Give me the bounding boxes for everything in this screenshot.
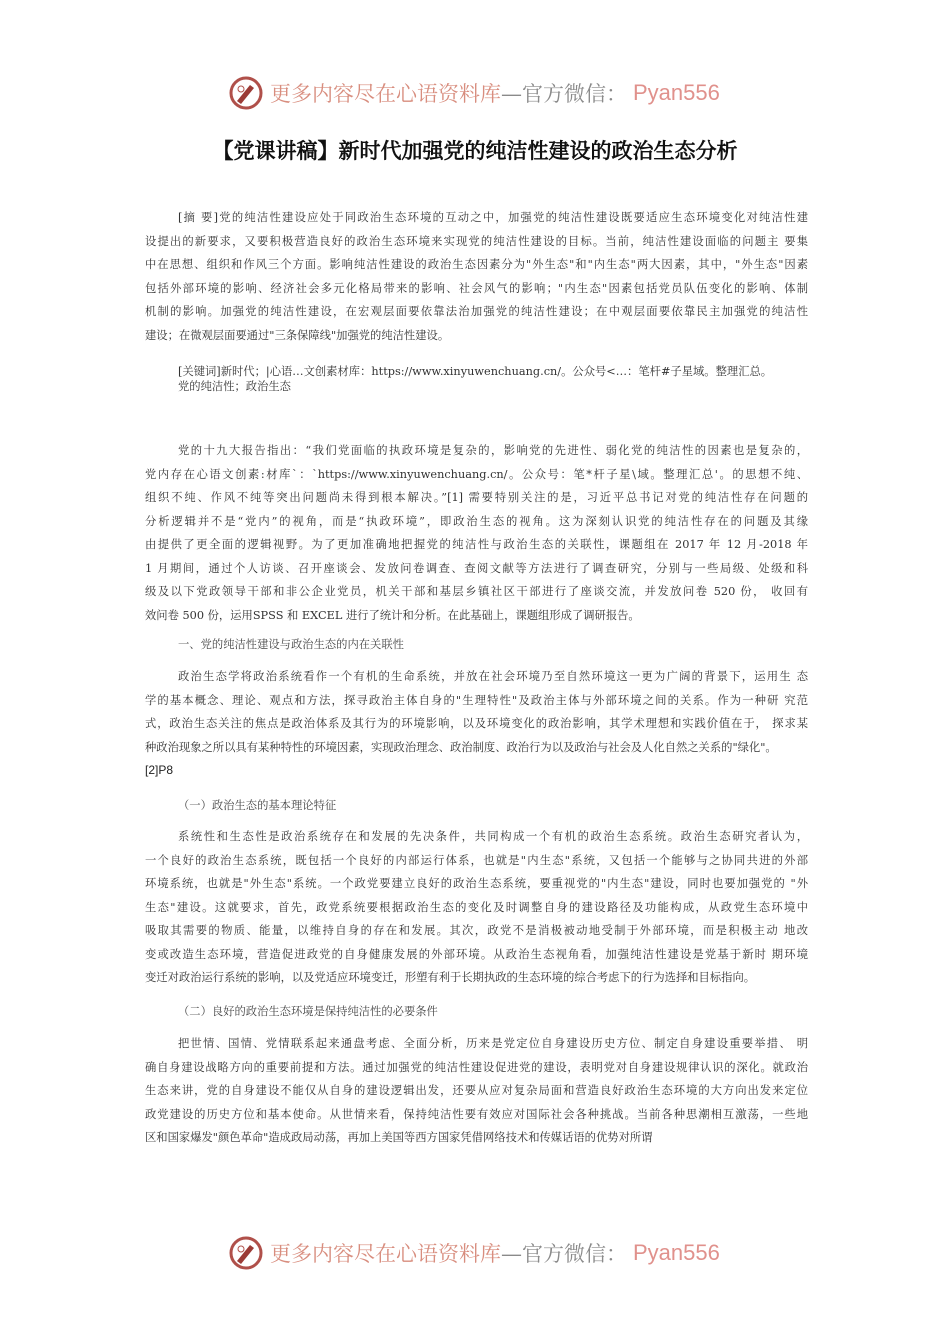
paragraph-line: 式，政治生态关注的焦点是政治体系及其行为的环境影响，以及环境变化的政治影响，其学术理想和实践价值在于， 探求某 xyxy=(145,717,808,730)
paragraph-line: 一个良好的政治生态系统，既包括一个良好的内部运行体系，也就是"内生态"系统，又包括一个能够与之协同共进的外部 xyxy=(145,853,808,867)
paragraph-line: 变或改造生态环境，营造促进政党的自身健康发展的外部环境。从政治生态视角看，加强纯洁性建设是党基于新时 期环境 xyxy=(145,947,808,961)
banner-wechat-label: —官方微信： xyxy=(501,1242,627,1266)
paragraph-line: 确自身建设战略方向的重要前提和方法。通过加强党的纯洁性建设促进党的建设，表明党对自身建设规律认识的深化。就政治 xyxy=(145,1060,808,1074)
paragraph-conditions xyxy=(145,1032,808,1150)
paragraph-line: 环境系统，也就是"外生态"系统。一个政党要建立良好的政治生态系统，要重视党的"内生态"建设，同时也要加强党的 "外 xyxy=(145,877,808,890)
paragraph-line: 生态"建设。这就要求，首先，政党系统要根据政治生态的变化及时调整自身的建设路径及功能构成，从政党生态环境中 xyxy=(145,900,808,914)
banner-wechat-id: Pyan556 xyxy=(633,1240,720,1265)
watermark-banner-bottom xyxy=(228,1233,728,1273)
paragraph-line: 党内存在心语文创素:材库`：`https://www.xinyuwenchuang.cn/。公众号：笔*杆子星\域。整理汇总'。的思想不纯、 xyxy=(145,467,808,481)
abstract-line: 建设；在微观层面要通过"三条保障线"加强党的纯洁性建设。 xyxy=(145,328,450,342)
abstract-line: 中在思想、组织和作风三个方面。影响纯洁性建设的政治生态因素分为"外生态"和"内生态"两大因素，其中，"外生态"因素 xyxy=(145,258,808,271)
banner-wechat-label: —官方微信： xyxy=(501,82,627,106)
subsection-heading-1: （一）政治生态的基本理论特征 xyxy=(178,799,337,812)
page-title: 【党课讲稿】新时代加强党的纯洁性建设的政治生态分析 xyxy=(212,139,738,163)
paragraph-line: 效问卷 500 份，运用SPSS 和 EXCEL 进行了统计和分析。在此基础上，课题组形成了调研报告。 xyxy=(145,608,640,622)
citation-ref: [2]P8 xyxy=(145,763,174,777)
abstract-line: 包括外部环境的影响、经济社会多元化格局带来的影响、社会风气的影响；"内生态"因素包括党员队伍变化的影响、体制 xyxy=(145,281,808,295)
banner-wechat-id: Pyan556 xyxy=(633,80,720,105)
subsection-heading-2: （二）良好的政治生态环境是保持纯洁性的必要条件 xyxy=(178,1005,438,1018)
paragraph-line: 分析逻辑并不是“党内”的视角，而是“执政环境”，即政治生态的视角。这为深刻认识党的纯洁性存在的问题及其缘 xyxy=(145,514,808,528)
paragraph-line: 政党建设的历史方位和基本使命。从世情来看，保持纯洁性要有效应对国际社会各种挑战。当前各种思潮相互激荡，一些地 xyxy=(145,1107,808,1121)
paragraph-line: 变迁对政治运行系统的影响，以及党适应环境变迁，形塑有利于长期执政的生态环境的综合考虑下的行为选择和目标指向。 xyxy=(145,971,756,984)
keywords xyxy=(178,364,828,394)
paragraph-line: 1 月期间，通过个人访谈、召开座谈会、发放问卷调查、查阅文献等方法进行了调查研究，分别与一些局级、处级和科 xyxy=(145,561,808,575)
paragraph-line: 政治生态学将政治系统看作一个有机的生命系统，并放在社会环境乃至自然环境这一更为广阔的背景下，运用生 态 xyxy=(178,670,808,683)
paragraph-line: 由提供了更全面的逻辑视野。为了更加准确地把握党的纯洁性与政治生态的关联性，课题组在 2017 年 12 月-2018 年 xyxy=(145,538,808,551)
section-heading-1: 一、党的纯洁性建设与政治生态的内在关联性 xyxy=(178,638,404,651)
paragraph-line: 党的十九大报告指出：“我们党面临的执政环境是复杂的，影响党的先进性、弱化党的纯洁性的因素也是复杂的， xyxy=(178,444,808,457)
abstract xyxy=(145,206,808,347)
abstract-line: [摘 要]党的纯洁性建设应处于同政治生态环境的互动之中，加强党的纯洁性建设既要适应生态环境变化对纯洁性建 xyxy=(178,211,808,224)
paragraph-line: 学的基本概念、理论、观点和方法，探寻政治主体自身的"生理特性"及政治主体与外部环境之间的关系。作为一种研 究范 xyxy=(145,693,808,707)
pen-logo-icon xyxy=(228,1235,264,1271)
paragraph-line: 吸取其需要的物质、能量，以维持自身的存在和发展。其次，政党不是消极被动地受制于外部环境，而是积极主动 地改 xyxy=(145,924,808,937)
banner-text: 更多内容尽在心语资料库 xyxy=(270,1242,501,1266)
watermark-banner-top xyxy=(228,73,728,113)
paragraph-line: 把世情、国情、党情联系起来通盘考虑、全面分析，历来是党定位自身建设历史方位、制定自身建设重要举措、 明 xyxy=(178,1037,808,1050)
abstract-line: 机制的影响。加强党的纯洁性建设，在宏观层面要依靠法治加强党的纯洁性建设；在中观层面要依靠民主加强党的纯洁性 xyxy=(145,305,808,318)
paragraph-line: 级及以下党政领导干部和非公企业党员，机关干部和基层乡镇社区干部进行了座谈交流，并发放问卷 520 份， 收回有 xyxy=(145,585,808,598)
keywords-line: [关键词]新时代；|心语…文创素材库：https://www.xinyuwenchuang.cn/。公众号<…：笔杆#子星域。整理汇总。 xyxy=(178,365,773,378)
keywords-line: 党的纯洁性；政治生态 xyxy=(178,380,291,393)
paragraph-line: 区和国家爆发"颜色革命"造成政局动荡，再加上美国等西方国家凭借网络技术和传媒话语的优势对所谓 xyxy=(145,1131,653,1144)
paragraph-line: 种政治现象之所以具有某种特性的环境因素，实现政治理念、政治制度、政治行为以及政治与社会及人化自然之关系的"绿化"。 xyxy=(145,740,777,754)
paragraph-theory xyxy=(145,825,808,990)
paragraph-line: 组织不纯、作风不纯等突出问题尚未得到根本解决。”[1] 需要特别关注的是，习近平总书记对党的纯洁性存在问题的 xyxy=(145,491,808,504)
paragraph-line: 系统性和生态性是政治系统存在和发展的先决条件，共同构成一个有机的政治生态系统。政治生态研究者认为， xyxy=(178,830,808,843)
paragraph-line: 生态来讲，党的自身建设不能仅从自身的建设逻辑出发，还要从应对复杂局面和营造良好政治生态环境的大方向出发来定位 xyxy=(145,1084,808,1097)
paragraph-intro xyxy=(145,439,808,627)
paragraph-political-ecology xyxy=(145,665,808,759)
pen-logo-icon xyxy=(228,75,264,111)
banner-text: 更多内容尽在心语资料库 xyxy=(270,82,501,106)
abstract-line: 设提出的新要求，又要积极营造良好的政治生态环境来实现党的纯洁性建设的目标。当前，纯洁性建设面临的问题主 要集 xyxy=(145,234,808,248)
